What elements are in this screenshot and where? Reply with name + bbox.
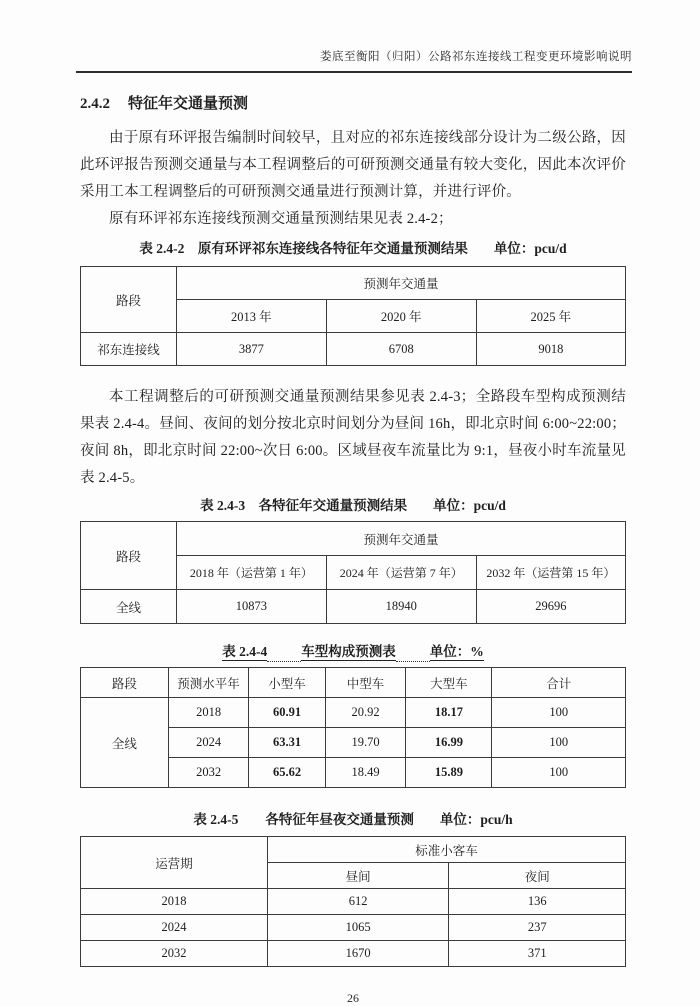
t243-year-header: 2018 年（运营第 1 年）: [176, 556, 326, 590]
table-244-caption-text: 车型构成预测表: [301, 644, 396, 659]
paragraph-1-note: 原有环评祁东连接线预测交通量预测结果见表 2.4-2；: [109, 211, 453, 227]
t243-year-header: 2032 年（运营第 15 年）: [476, 556, 625, 590]
t244-value-cell: 100: [492, 698, 626, 728]
table-245-caption-text: 表 2.4-5 各特征年昼夜交通量预测: [193, 812, 414, 827]
paragraph-1: 由于原有环评报告编制时间较早，且对应的祁东连接线部分设计为二级公路，因此环评报告预测交通量与本工程调整后的可研预测交通量有较大变化，因此本次评价采用工本工程调整后的可研预测交通量进行预测计算，并进行评价。: [80, 130, 626, 200]
table-row: [81, 522, 626, 556]
page-content: [80, 93, 626, 1006]
t244-value-cell: 18.49: [325, 758, 406, 788]
table-row: [81, 590, 626, 624]
t244-value-cell: 65.62: [249, 758, 325, 788]
t244-value-cell: 18.17: [406, 698, 492, 728]
t242-value-cell: 9018: [476, 333, 625, 366]
t244-header: 预测水平年: [168, 668, 249, 698]
t244-value-cell: 20.92: [325, 698, 406, 728]
table-243-caption: [80, 496, 626, 515]
t244-row-label: 全线: [81, 698, 169, 788]
t244-header: 大型车: [406, 668, 492, 698]
t245-corner-cell: 运营期: [81, 837, 268, 889]
table-245: [80, 836, 626, 967]
t243-value-cell: 29696: [476, 590, 625, 624]
t244-header: 中型车: [325, 668, 406, 698]
table-242-caption-text: 表 2.4-2 原有环评祁东连接线各特征年交通量预测结果: [139, 241, 468, 256]
section-heading: [80, 93, 626, 115]
table-242-caption: [80, 239, 626, 258]
table-245-caption: [80, 810, 626, 829]
table-row: [81, 837, 626, 863]
t242-corner-cell: 路段: [81, 267, 177, 333]
t242-row-label: 祁东连接线: [81, 333, 177, 366]
t242-value-cell: 3877: [176, 333, 326, 366]
paragraph-2: 本工程调整后的可研预测交通量预测结果参见表 2.4-3；全路段车型构成预测结果表 2.4-4。昼间、夜间的划分按北京时间划分为昼间 16h，即北京时间 6:00~22:00；夜间 8h，即北京时间 22:00~次日 6:00。区域昼夜车流量比为 9:1，昼夜小时车流量见表 2.4-5。: [80, 389, 626, 486]
t244-value-cell: 16.99: [406, 728, 492, 758]
caption-underline-gap: [396, 648, 430, 663]
t244-value-cell: 15.89: [406, 758, 492, 788]
t242-year-header: 2025 年: [476, 300, 625, 333]
table-row: [81, 267, 626, 300]
t244-year-cell: 2018: [168, 698, 249, 728]
page-header: [76, 0, 632, 73]
t245-value-cell: 1670: [267, 941, 448, 967]
table-244-caption: [80, 642, 626, 662]
t244-header: 路段: [81, 668, 169, 698]
table-243-unit: 单位：pcu/d: [433, 498, 506, 513]
t243-row-label: 全线: [81, 590, 177, 624]
table-244-caption-no: 表 2.4-4: [222, 644, 268, 659]
t242-group-header: 预测年交通量: [176, 267, 625, 300]
t243-value-cell: 18940: [326, 590, 476, 624]
t244-year-cell: 2032: [168, 758, 249, 788]
t243-corner-cell: 路段: [81, 522, 177, 590]
t245-value-cell: 612: [267, 889, 448, 915]
t244-value-cell: 100: [492, 728, 626, 758]
header-title: 娄底至衡阳（归阳）公路祁东连接线工程变更环境影响说明: [320, 51, 632, 63]
t245-sub-header: 昼间: [267, 863, 448, 889]
t244-header: 小型车: [249, 668, 325, 698]
t245-value-cell: 237: [449, 915, 626, 941]
table-row: [81, 668, 626, 698]
table-244-unit: 单位：%: [429, 644, 484, 659]
table-row: [81, 333, 626, 366]
t245-value-cell: 1065: [267, 915, 448, 941]
table-242-unit: 单位：pcu/d: [493, 241, 567, 256]
table-row: [81, 698, 626, 728]
section-title: 特征年交通量预测: [128, 96, 249, 112]
table-244: [80, 667, 626, 788]
t242-value-cell: 6708: [326, 333, 476, 366]
table-row: [81, 889, 626, 915]
t242-year-header: 2013 年: [176, 300, 326, 333]
t244-header: 合计: [492, 668, 626, 698]
table-row: [81, 915, 626, 941]
t243-value-cell: 10873: [176, 590, 326, 624]
page-number: 26: [347, 991, 359, 1005]
page-footer: [80, 991, 626, 1006]
t245-year-cell: 2032: [81, 941, 268, 967]
t244-year-cell: 2024: [168, 728, 249, 758]
t244-value-cell: 100: [492, 758, 626, 788]
t245-year-cell: 2018: [81, 889, 268, 915]
caption-underline-gap: [267, 648, 301, 663]
t245-year-cell: 2024: [81, 915, 268, 941]
t245-sub-header: 夜间: [449, 863, 626, 889]
t244-value-cell: 19.70: [325, 728, 406, 758]
t243-year-header: 2024 年（运营第 7 年）: [326, 556, 476, 590]
table-242: [80, 266, 626, 366]
t245-value-cell: 371: [449, 941, 626, 967]
t244-value-cell: 60.91: [249, 698, 325, 728]
t244-value-cell: 63.31: [249, 728, 325, 758]
table-243: [80, 521, 626, 624]
section-number: 2.4.2: [80, 96, 110, 112]
table-245-unit: 单位：pcu/h: [439, 812, 513, 827]
t245-value-cell: 136: [449, 889, 626, 915]
t245-group-header: 标准小客车: [267, 837, 625, 863]
table-243-caption-text: 表 2.4-3 各特征年交通量预测结果: [200, 498, 408, 513]
table-row: [81, 941, 626, 967]
t242-year-header: 2020 年: [326, 300, 476, 333]
t243-group-header: 预测年交通量: [176, 522, 625, 556]
